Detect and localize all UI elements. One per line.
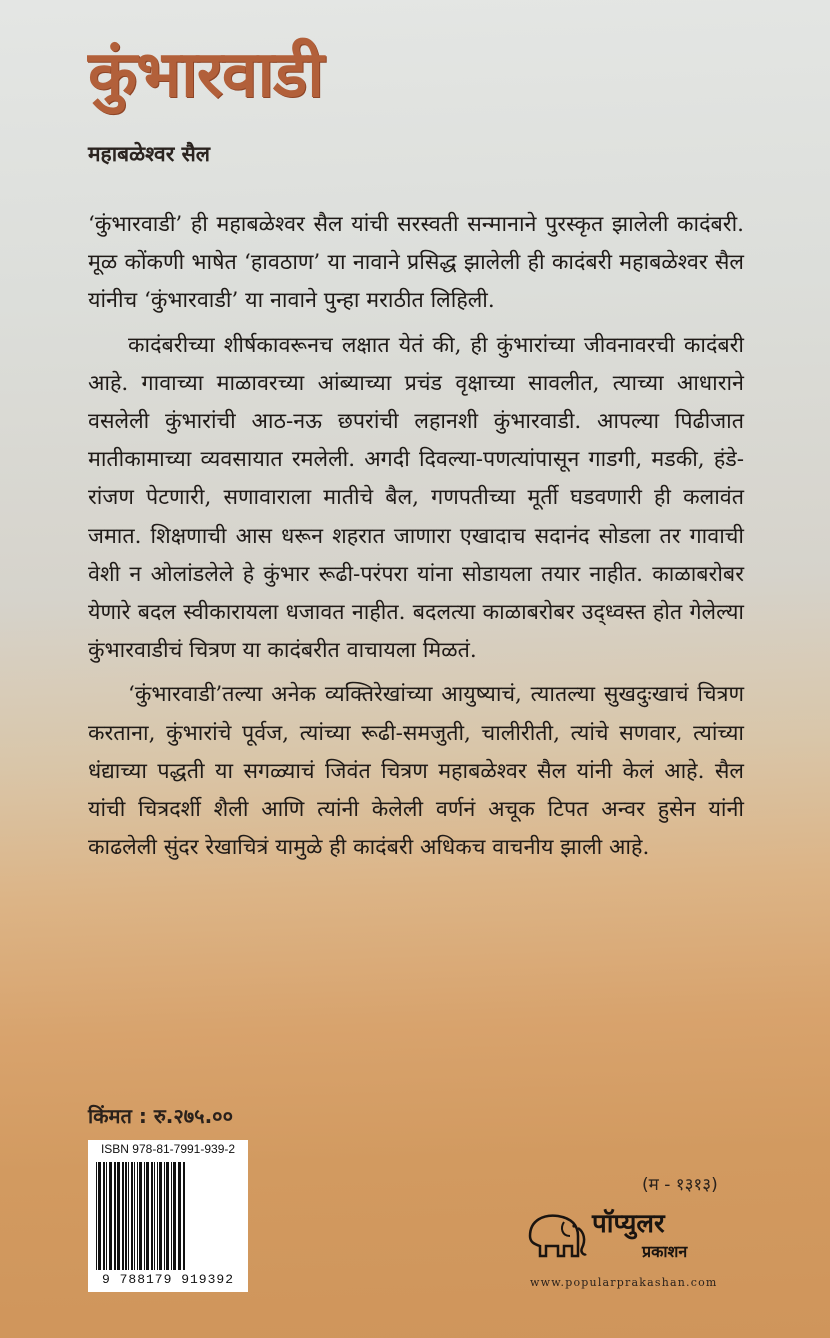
publisher-url: www.popularprakashan.com [530, 1276, 718, 1289]
barcode-bar [109, 1162, 112, 1270]
barcode-bar [103, 1162, 105, 1270]
barcode-bar [106, 1162, 107, 1270]
barcode-bar [122, 1162, 124, 1270]
barcode-bar [159, 1162, 162, 1270]
barcode-bar [166, 1162, 169, 1270]
isbn-label: ISBN 978-81-7991-939-2 [100, 1142, 236, 1156]
barcode-bar [178, 1162, 181, 1270]
barcode-bar [154, 1162, 155, 1270]
barcode-bar [128, 1162, 129, 1270]
catalog-code: (म - १३१३) [642, 1175, 718, 1195]
publisher-name: पॉप्युलर [592, 1209, 665, 1239]
book-title: कुंभारवाडी [88, 38, 323, 112]
author-name: महाबळेश्वर सैल [88, 142, 211, 166]
barcode-bar [173, 1162, 176, 1270]
barcode-bar [114, 1162, 116, 1270]
barcode-bar [137, 1162, 138, 1270]
barcode-bar [117, 1162, 120, 1270]
publisher-logo [524, 1204, 764, 1274]
barcode-bar [146, 1162, 149, 1270]
blurb-paragraph: कादंबरीच्या शीर्षकावरूनच लक्षात येतं की, ही कुंभारांच्या जीवनावरची कादंबरी आहे. गावाच्या माळावरच्या आंब्याच्या प्रचंड वृक्षाच्या सावलीत, त्याच्या आधाराने वसलेली कुंभारांची आठ-नऊ छपरांची लहानशी कुंभारवाडी. आपल्या पिढीजात मातीकामाच्या व्यवसायात रमलेली. अगदी दिवल्या-पणत्यांपासून गाडगी, मडकी, हंडे-रांजण पेटणारी, सणावाराला मातीचे बैल, गणपतीच्या मूर्ती घडवणारी ही कलावंत जमात. शिक्षणाची आस धरून शहरात जाणारा एखादाच सदानंद सोडला तर गावाची वेशी न ओलांडलेले हे कुंभार रूढी-परंपरा यांना सोडायला तयार नाहीत. काळाबरोबर येणारे बदल स्वीकारायला धजावत नाहीत. बदलत्या काळाबरोबर उद्ध्वस्त होत गेलेल्या कुंभारवाडीचं चित्रण या कादंबरीत वाचायला मिळतं. [88, 332, 744, 664]
barcode-bar [144, 1162, 145, 1270]
barcode-bar [157, 1162, 158, 1270]
blurb-paragraph: ‘कुंभारवाडी’ ही महाबळेश्वर सैल यांची सरस्वती सन्मानाने पुरस्कृत झालेली कादंबरी. मूळ कोंकणी भाषेत ‘हावठाण’ या नावाने प्रसिद्ध झालेली ही कादंबरी महाबळेश्वर सैल यांनीच ‘कुंभारवाडी’ या नावाने पुन्हा मराठीत लिहिली. [88, 212, 744, 314]
barcode-bar [171, 1162, 172, 1270]
barcode-bar [164, 1162, 165, 1270]
barcode-bars [96, 1162, 240, 1270]
blurb-paragraph: ‘कुंभारवाडी’तल्या अनेक व्यक्तिरेखांच्या आयुष्याचं, त्यातल्या सुखदुःखाचं चित्रण करताना, कुंभारांचे पूर्वज, त्यांच्या रूढी-समजुती, चालीरीती, त्यांचे सणवार, त्यांच्या धंद्याच्या पद्धती या सगळ्याचं जिवंत चित्रण महाबळेश्वर सैल यांनी केलं आहे. सैल यांची चित्रदर्शी शैली आणि त्यांनी केलेली वर्णनं अचूक टिपत अन्वर हुसेन यांनी काढलेली सुंदर रेखाचित्रं यामुळे ही कादंबरी अधिकच वाचनीय झाली आहे. [88, 682, 744, 861]
barcode-bar [98, 1162, 101, 1270]
barcode-bar [96, 1162, 97, 1270]
barcode-bar [134, 1162, 135, 1270]
price-label: किंमत : रु.२७५.०० [88, 1104, 233, 1128]
barcode-bar [139, 1162, 142, 1270]
barcode-bar [131, 1162, 133, 1270]
publisher-subtitle: प्रकाशन [642, 1242, 688, 1261]
isbn-barcode [88, 1140, 248, 1292]
barcode-bar [183, 1162, 185, 1270]
barcode-digits: 9 788179 919392 [101, 1272, 235, 1287]
elephant-icon [524, 1206, 588, 1264]
barcode-bar [151, 1162, 153, 1270]
blurb-text [88, 206, 744, 867]
barcode-bar [125, 1162, 127, 1270]
